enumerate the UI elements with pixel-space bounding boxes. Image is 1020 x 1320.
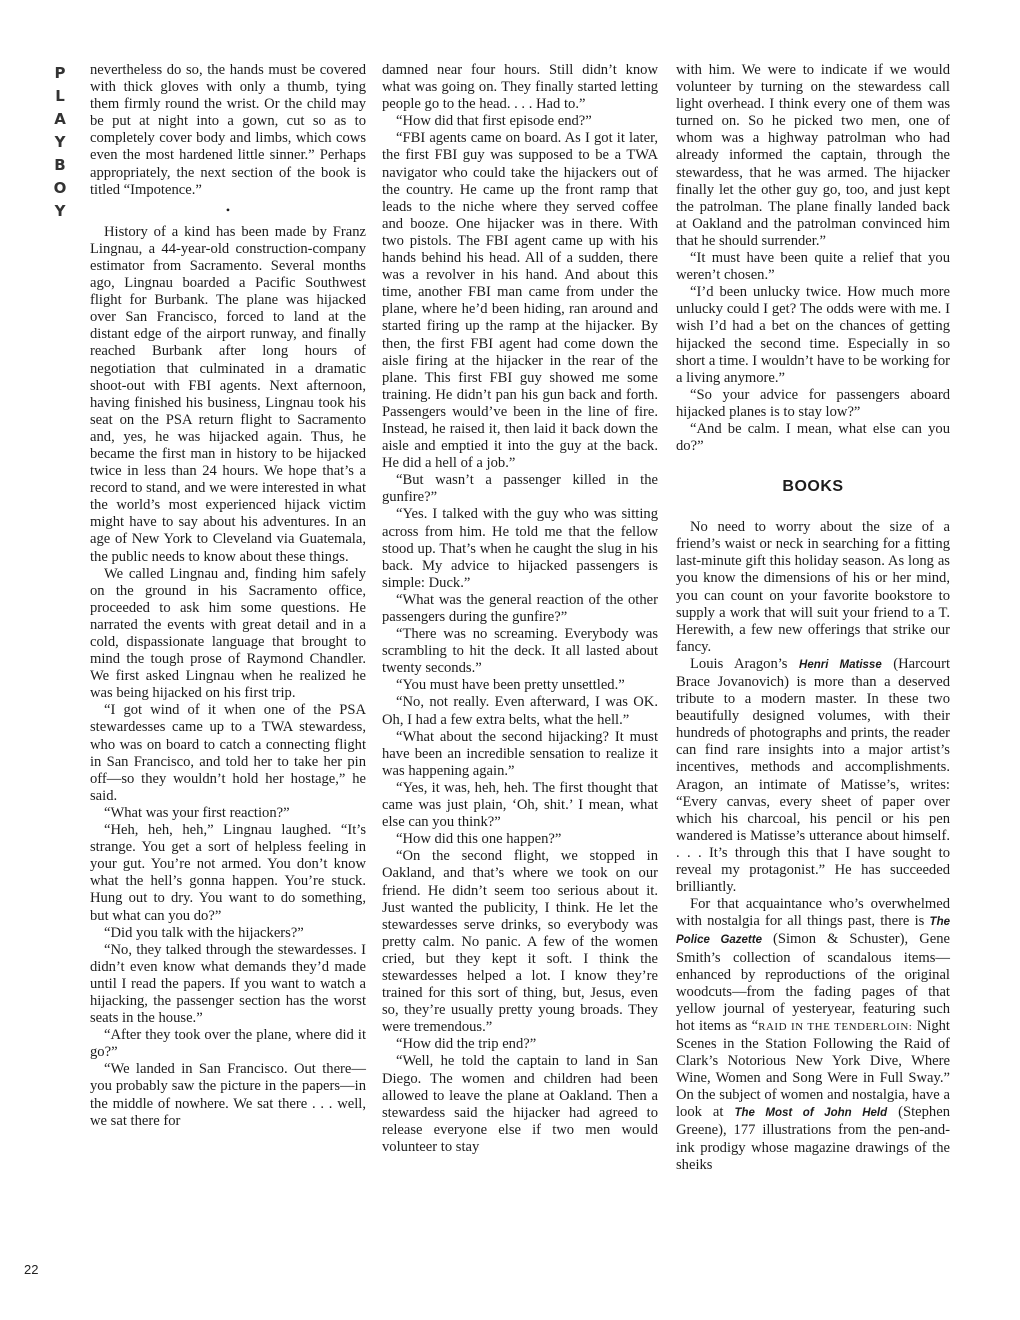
paragraph: “But wasn’t a passenger killed in the gunfire?” [382, 472, 658, 506]
paragraph: “So your advice for passengers aboard hijacked planes is to stay low?” [676, 386, 950, 420]
paragraph: “What was your first reaction?” [104, 804, 290, 821]
paragraph: “Did you talk with the hijackers?” [104, 924, 304, 941]
paragraph: “There was no screaming. Everybody was scrambling to hit the deck. It all lasted about twenty seconds.” [382, 626, 658, 677]
text-run: (Stephen Greene), 177 illustrations from the pen-and-ink prodigy whose magazine drawings of the sheiks [676, 1104, 950, 1173]
paragraph: “Yes. I talked with the guy who was sitting across from him. He told me that the fellow stood up. That’s when he caught the slug in his back. My advice to hijacked passengers is simple: Duck.” [382, 506, 658, 591]
paragraph: “No, they talked through the stewardesses. I didn’t even know what demands they’d made until I read the papers. If you want to watch a hijacking, the passenger section has the worst seats in the house.” [90, 941, 366, 1027]
text-run: For that acquaintance who’s overwhelmed with nostalgia for all things past, there is [676, 896, 950, 930]
paragraph: “It must have been quite a relief that you weren’t chosen.” [676, 250, 950, 284]
paragraph: “Yes, it was, heh, heh. The first thought that came was just plain, ‘Oh, shit.’ I mean, what else can you think?” [382, 779, 658, 831]
text-run: (Simon & Schuster), Gene Smith’s collection of scandalous items—enhanced by reproductions of the original woodcuts—from the fading pages of that yellow journal of yesteryear, featuring such hot items as “ [676, 931, 950, 1034]
paragraph: “What about the second hijacking? It must have been an incredible sensation to realize it was happening again.” [382, 728, 658, 779]
book-title: Henri Matisse [799, 658, 882, 671]
paragraph: “How did that first episode end?” [396, 113, 592, 130]
text-column-3 [676, 62, 950, 1174]
paragraph: History of a kind has been made by Franz Lingnau, a 44-year-old construction-company estimator from Sacramento. Several months ago, Lingnau boarded a Pacific Southwest flight for Burbank. The plane was hijacked over San Francisco, forced to land at the distant edge of the airport runway, and finally reached Burbank after long hours of negotiation that culminated in a dramatic shoot-out with FBI agents. Next afternoon, having finished his business, Lingnau took his seat on the PSA return flight to Sacramento and, yes, he was hijacked again. Thus, he became the first man in history to be hijacked twice in less than 24 hours. We hope that’s a record to stand, and we were interested in what the world’s most experienced hijack victim might have to say about his adventures. In an age of New York to Cleveland via Guatemala, the public needs to know about these things. [90, 223, 366, 565]
paragraph: “I’d been unlucky twice. How much more unlucky could I get? The odds were with me. I wish I’d had a bet on the chances of getting hijacked the second time. Especially in so short a time. I wouldn’t have to be working for a living anymore.” [676, 284, 950, 386]
text-run: (Harcourt Brace Jovanovich) is more than a deserved tribute to a modern master. In these two beautifully designed volumes, with their hundreds of photographs and prints, the reader can find rare insights into a major artist’s incentives, methods and accomplishments. Aragon, an intimate of Matisse’s, writes: “Every canvas, every sheet of paper over which his charcoal, his pencil or his pen wandered is Matisse’s utterance about himself. . . . It’s through this that I have sought to reveal my protagonist.” He has succeeded brilliantly. [676, 655, 951, 896]
paragraph: “How did this one happen?” [396, 831, 562, 848]
paragraph: “How did the trip end?” [396, 1036, 537, 1053]
paragraph: “And be calm. I mean, what else can you do?” [676, 420, 950, 455]
paragraph: with him. We were to indicate if we would volunteer by turning on the stewardess call light overhead. I think every one of them was turned on. So he picked two men, one of whom was a highway patrolman who had already informed the captain, through the stewardess, that he was armed. The hijacker finally let the other guy go, too, and just kept the patrolman. The plane finally landed back at Oakland and the patrolman convinced him that he should surrender.” [676, 62, 950, 249]
text-column-1 [90, 62, 366, 1130]
books-section-heading: BOOKS [782, 478, 844, 496]
paragraph-police-gazette [676, 896, 950, 1174]
paragraph: “On the second flight, we stopped in Oakland, and that’s where we took on our friend. He didn’t seem too serious about it. Just wanted the publicity, I think. He let the stewardesses serve drinks, so everybody was pretty calm. No panic. A few of the women cried, but they kept it soft. I think the stewardesses helped a lot. I know they’re trained for this sort of thing, but, Jesus, even so, they’re usually pretty young broads. They were tremendous.” [382, 848, 658, 1036]
paragraph: “What was the general reaction of the other passengers during the gunfire?” [382, 591, 658, 625]
masthead-letter: O [53, 179, 67, 197]
text-run: Night Scenes in the Station Following the Raid of Clark’s Notorious New York Dive, Where Wine, Women and Song Were in Full Sway.” On the subject of women and nostalgia, have a look at [676, 1017, 950, 1121]
masthead-letter: P [54, 64, 66, 82]
book-title: The Most of John Held [734, 1107, 888, 1120]
paragraph: “After they took over the plane, where did it go?” [90, 1027, 366, 1061]
page-number: 22 [24, 1262, 39, 1277]
paragraph: We called Lingnau and, finding him safely on the ground in his Sacramento office, proceeded to ask him some questions. He narrated the events with great detail and in a cold, dispassionate language that brought to mind the tough prose of Raymond Chandler. We first asked Lingnau when he realized he was being hijacked on his first trip. [90, 565, 366, 702]
text-run: Louis Aragon’s [690, 655, 800, 672]
masthead-letter: A [54, 110, 66, 128]
paragraph: “No, not really. Even afterward, I was OK. Oh, I had a few extra belts, what the hell.” [382, 694, 658, 728]
paragraph: “You must have been pretty unsettled.” [396, 677, 625, 694]
masthead-letter: Y [54, 202, 66, 220]
paragraph: damned near four hours. Still didn’t know what was going on. They finally started letting people go to the head. . . . Had to.” [382, 62, 658, 113]
paragraph: nevertheless do so, the hands must be covered with thick gloves with only a thumb, tying them firmly round the wrist. Or the child may be put at night into a gown, cut so as to completely cover body and limbs, which cows even the most hardened little sinner.” Perhaps appropriately, the next section of the book is titled “Impotence.” [90, 62, 366, 198]
book-title: The Police Gazette [676, 916, 950, 947]
masthead-letter: L [55, 87, 65, 105]
playboy-masthead-vertical [52, 62, 68, 223]
masthead-letter: Y [54, 133, 66, 151]
text-column-2 [382, 62, 658, 1156]
paragraph-henri-matisse [676, 656, 950, 896]
section-separator: • [225, 202, 231, 217]
paragraph: “Well, he told the captain to land in San Diego. The women and children had been allowed to leave the plane at Oakland. Then a stewardess said the hijacker had agreed to release everyone else if two men would volunteer to stay [382, 1053, 658, 1155]
paragraph: No need to worry about the size of a friend’s waist or neck in searching for a fitting last-minute gift this holiday season. As long as you know the dimensions of his or her mind, you can count on your favorite bookstore to supply a work that will suit your friend to a T. Herewith, a few new offerings that strike our fancy. [676, 519, 950, 655]
paragraph: “FBI agents came on board. As I got it later, the first FBI guy was supposed to be a TWA navigator who could take the hijackers out of the country. He came up the front ramp that leads to the niche where they served coffee and booze. One hijacker was in there. With two pistols. The FBI agent came up with his hands behind his head. All of a sudden, there was a revolver in his hand. And about this time, another FBI man came from under the plane, where he’d been hiding, ran around and started firing up the ramp at the hijacker. By then, the first FBI agent had come down the aisle firing at the hijacker in the rear of the plane. This first FBI guy showed me some training. He didn’t pan his gun back and forth. Passengers would’ve been in the line of fire. Instead, he raised it, then laid it back down the aisle and emptied it into the guy at the back. He did a hell of a job.” [382, 130, 658, 472]
paragraph: “I got wind of it when one of the PSA stewardesses came up to a TWA stewardess, who was on board to catch a connecting flight in San Francisco, and told her to take her pin off—so they wouldn’t hold her hostage,” he said. [90, 702, 366, 804]
masthead-letter: B [54, 156, 66, 174]
paragraph: “We landed in San Francisco. Out there—you probably saw the picture in the papers—in the middle of nowhere. We sat there . . . well, we sat there for [90, 1061, 366, 1129]
small-caps-headline: RAID IN THE TENDERLOIN: [758, 1020, 913, 1033]
paragraph: “Heh, heh, heh,” Lingnau laughed. “It’s strange. You get a sort of helpless feeling in your gut. You’re not armed. You don’t know what the hell’s gonna happen. You’re stuck. Hung out to dry. You want to do something, but what can you do?” [90, 822, 366, 924]
